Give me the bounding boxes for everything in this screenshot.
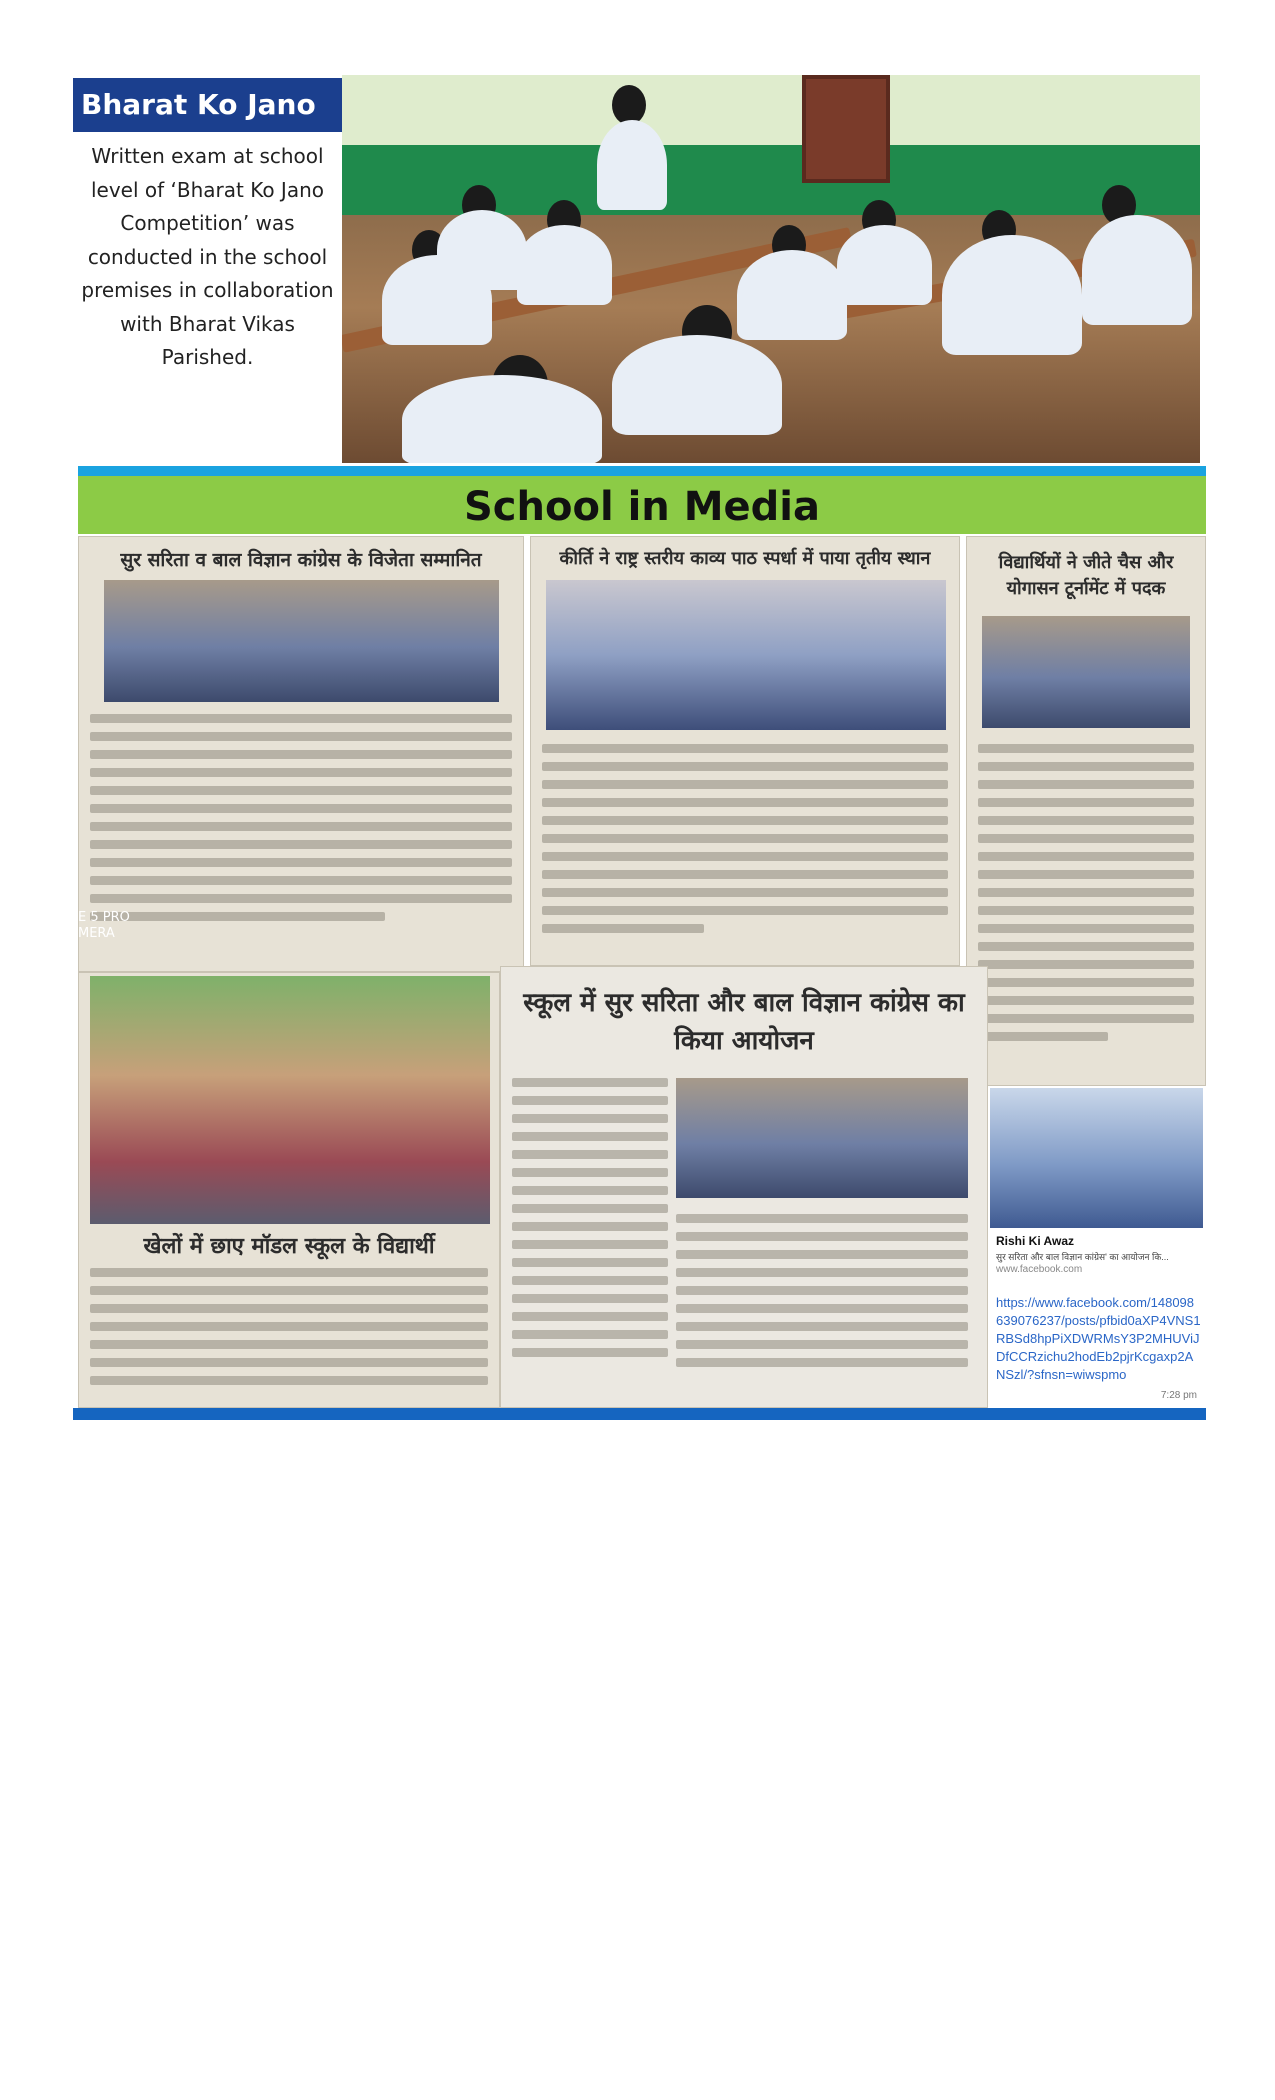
facebook-timestamp: 7:28 pm [1160,1390,1197,1401]
camera-watermark [78,910,130,942]
watermark-line-1: E 5 PRO [78,910,130,925]
clipping-body-text [90,714,512,930]
classroom-exam-photo [342,75,1200,463]
watermark-line-2: MERA [78,926,115,941]
news-clipping-3 [966,536,1206,1086]
clipping-body-text [542,744,948,942]
clipping-body-text [978,744,1194,1050]
news-clipping-1 [78,536,524,972]
clipping-photo [104,580,499,702]
clipping-headline: खेलों में छाए मॉडल स्कूल के विद्यार्थी [143,1234,435,1259]
news-clipping-4 [78,972,500,1408]
bharat-ko-jano-description: Written exam at school level of ‘Bharat Ko Jano Competition’ was conducted in the school premises in collaboration with Bharat Vikas Parished. [81,144,334,369]
clipping-body-text [90,1268,488,1394]
clipping-photo [546,580,946,730]
clipping-photo [90,976,490,1224]
media-top-strip [78,466,1206,476]
news-clipping-5 [500,966,988,1408]
clipping-body-text [512,1078,668,1366]
clipping-headline: स्कूल में सुर सरिता और बाल विज्ञान कांग्रेस का किया आयोजन [523,988,965,1056]
facebook-post-link[interactable]: https://www.facebook.com/148098639076237/posts/pfbid0aXP4VNS1RBSd8hpPiXDWRMsY3P2MHUViJDfCCRzichu2hodEb2pjrKcgaxp2ANSzl/?sfnsn=wiwspmo [996,1295,1201,1382]
facebook-page-name: Rishi Ki Awaz [996,1234,1075,1248]
clipping-headline: सुर सरिता व बाल विज्ञान कांग्रेस के विजेता सम्मानित [120,549,482,571]
facebook-post-subtitle: सुर सरिता और बाल विज्ञान कांग्रेस' का आयोजन कि... [996,1252,1169,1262]
media-bottom-strip [73,1408,1206,1420]
media-title: School in Media [464,484,820,530]
bharat-ko-jano-title: Bharat Ko Jano [73,78,342,132]
facebook-photo [990,1088,1203,1228]
facebook-share-card[interactable] [990,1088,1203,1408]
facebook-domain: www.facebook.com [996,1264,1083,1275]
clipping-body-text-2 [676,1214,968,1376]
clipping-headline: विद्यार्थियों ने जीते चैस और योगासन टूर्नामेंट में पदक [998,552,1174,599]
news-clipping-2 [530,536,960,966]
clipping-photo [676,1078,968,1198]
clipping-headline: कीर्ति ने राष्ट्र स्तरीय काव्य पाठ स्पर्धा में पाया तृतीय स्थान [559,548,931,569]
clipping-photo [982,616,1190,728]
